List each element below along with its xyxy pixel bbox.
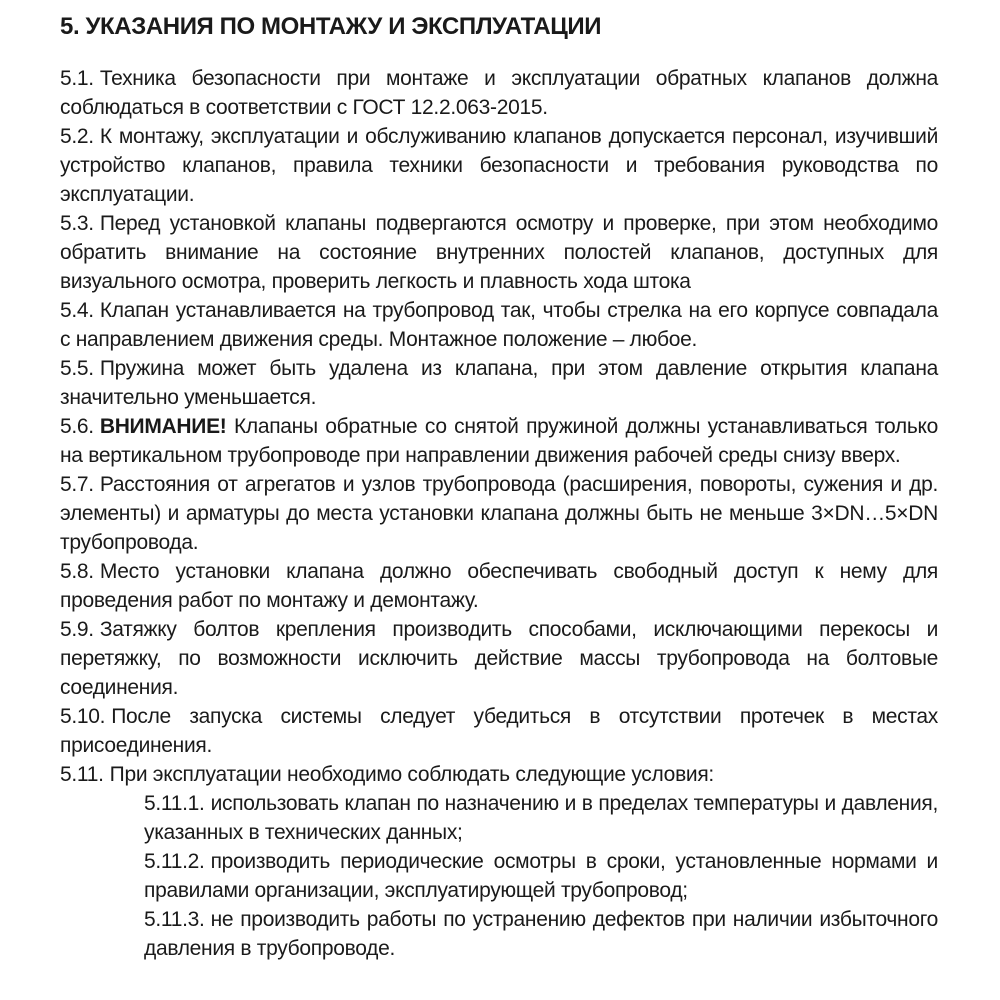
clause-5-5 [60, 354, 938, 412]
clause-text: Пружина может быть удалена из клапана, при этом давление открытия клапана значительно уменьшается. [60, 357, 938, 409]
clause-5-4 [60, 296, 938, 354]
clause-text: Техника безопасности при монтаже и эксплуатации обратных клапанов должна соблюдаться в соответствии с ГОСТ 12.2.063-2015. [60, 67, 938, 119]
clause-number: 5.8. [60, 560, 94, 583]
clause-number: 5.6. [60, 415, 94, 438]
subclause-number: 5.11.1. [144, 792, 205, 815]
clause-number: 5.11. [60, 763, 104, 786]
clause-text: При эксплуатации необходимо соблюдать следующие условия: [109, 763, 714, 786]
clause-text: Клапаны обратные со снятой пружиной должны устанавливаться только на вертикальном трубопроводе при направлении движения рабочей среды снизу вверх. [60, 415, 938, 467]
clause-number: 5.3. [60, 212, 94, 235]
clause-5-9 [60, 615, 938, 702]
clause-text: К монтажу, эксплуатации и обслуживанию клапанов допускается персонал, изучивший устройство клапанов, правила техники безопасности и требования руководства по эксплуатации. [60, 125, 938, 206]
clause-5-11 [60, 760, 938, 789]
clause-text: Место установки клапана должно обеспечивать свободный доступ к нему для проведения работ по монтажу и демонтажу. [60, 560, 938, 612]
subclause-5-11-1 [144, 789, 938, 847]
clause-5-6 [60, 412, 938, 470]
clause-5-8 [60, 557, 938, 615]
clause-list [60, 64, 938, 963]
clause-5-10 [60, 702, 938, 760]
clause-number: 5.7. [60, 473, 94, 496]
clause-number: 5.5. [60, 357, 94, 380]
clause-number: 5.9. [60, 618, 94, 641]
document-page [60, 0, 938, 963]
clause-5-2 [60, 122, 938, 209]
clause-text: Расстояния от агрегатов и узлов трубопровода (расширения, повороты, сужения и др. элементы) и арматуры до места установки клапана должны быть не меньше 3×DN…5×DN трубопровода. [60, 473, 938, 554]
clause-number: 5.4. [60, 299, 94, 322]
clause-5-1 [60, 64, 938, 122]
clause-text: Клапан устанавливается на трубопровод так, чтобы стрелка на его корпусе совпадала с направлением движения среды. Монтажное положение – любое. [60, 299, 938, 351]
clause-text: Перед установкой клапаны подвергаются осмотру и проверке, при этом необходимо обратить внимание на состояние внутренних полостей клапанов, доступных для визуального осмотра, проверить легкость и плавность хода штока [60, 212, 938, 293]
subclause-5-11-3 [144, 905, 938, 963]
attention-label: ВНИМАНИЕ! [99, 415, 227, 438]
subclause-number: 5.11.3. [144, 908, 205, 931]
subclause-5-11-2 [144, 847, 938, 905]
subclause-number: 5.11.2. [144, 850, 205, 873]
clause-text: Затяжку болтов крепления производить способами, исключающими перекосы и перетяжку, по возможности исключить действие массы трубопровода на болтовые соединения. [60, 618, 938, 699]
clause-number: 5.1. [60, 67, 94, 90]
subclause-text: использовать клапан по назначению и в пределах температуры и давления, указанных в технических данных; [144, 792, 938, 844]
clause-5-7 [60, 470, 938, 557]
subclause-text: не производить работы по устранению дефектов при наличии избыточного давления в трубопроводе. [144, 908, 938, 960]
clause-number: 5.2. [60, 125, 94, 148]
clause-5-3 [60, 209, 938, 296]
clause-number: 5.10. [60, 705, 106, 728]
clause-text: После запуска системы следует убедиться в отсутствии протечек в местах присоединения. [60, 705, 938, 757]
subclause-text: производить периодические осмотры в сроки, установленные нормами и правилами организации, эксплуатирующей трубопровод; [144, 850, 938, 902]
section-title: 5. УКАЗАНИЯ ПО МОНТАЖУ И ЭКСПЛУАТАЦИИ [60, 13, 602, 40]
